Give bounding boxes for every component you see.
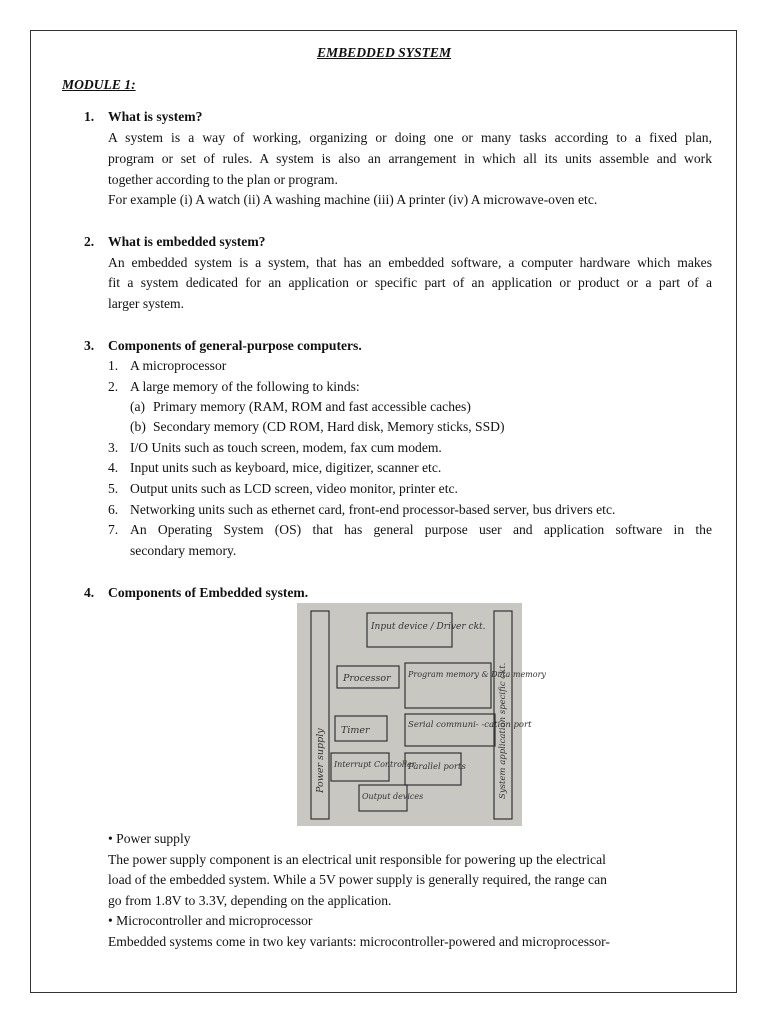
q2-line-2: fit a system dedicated for an application or specific part of an application or product or a part of a	[108, 275, 712, 290]
document-title: EMBEDDED SYSTEM	[316, 45, 452, 60]
processor-label: Processor	[343, 673, 391, 684]
q3-item-text: A large memory of the following to kinds:	[130, 379, 360, 394]
q3-item-7-continued: secondary memory.	[130, 543, 237, 558]
q1-heading: What is system?	[108, 109, 203, 124]
q1-example: For example (i) A watch (ii) A washing machine (iii) A printer (iv) A microwave-oven etc.	[108, 192, 598, 207]
q3-item-num: 4.	[108, 460, 119, 475]
q2-line-1: An embedded system is a system, that has an embedded software, a computer hardware which makes	[108, 255, 712, 270]
q3-number: 3.	[84, 338, 95, 353]
embedded-system-diagram	[297, 603, 546, 826]
q3-item-num: 5.	[108, 481, 119, 496]
q3-item-text: Input units such as keyboard, mice, digitizer, scanner etc.	[130, 460, 442, 475]
interrupt-controller-label: Interrupt Controller	[334, 760, 416, 769]
power-supply-line-2: load of the embedded system. While a 5V power supply is generally required, the range can	[108, 872, 607, 887]
power-supply-line-1: The power supply component is an electrical unit responsible for powering up the electrical	[108, 852, 606, 867]
q3-item-num: 2.	[108, 379, 119, 394]
parallel-ports-label: Parallel ports	[408, 762, 466, 772]
q3-item-num: 1.	[108, 358, 119, 373]
q3-item-text: I/O Units such as touch screen, modem, fax cum modem.	[130, 440, 442, 455]
q3-subitem-num: (a)	[130, 399, 146, 414]
q3-subitem-num: (b)	[130, 419, 146, 434]
diagram-sketch	[297, 603, 546, 826]
q4-number: 4.	[84, 585, 95, 600]
microcontroller-line-1: Embedded systems come in two key variants: microcontroller-powered and microprocessor-	[108, 934, 610, 949]
q3-item-text: Networking units such as ethernet card, front-end processor-based server, bus drivers etc.	[130, 502, 616, 517]
q3-item-num: 6.	[108, 502, 119, 517]
bullet-power-supply: • Power supply	[108, 831, 191, 846]
q1-line-3: together according to the plan or program.	[108, 172, 338, 187]
serial-port-box	[405, 714, 495, 746]
serial-port-label: Serial communi- -cation port	[408, 720, 532, 730]
q3-subitem-text: Secondary memory (CD ROM, Hard disk, Memory sticks, SSD)	[153, 419, 505, 434]
q3-item-text: Output units such as LCD screen, video monitor, printer etc.	[130, 481, 458, 496]
input-device-label: Input device / Driver ckt.	[371, 622, 486, 632]
power-supply-line-3: go from 1.8V to 3.3V, depending on the application.	[108, 893, 392, 908]
power-supply-label: Power supply	[315, 728, 326, 793]
q2-line-3: larger system.	[108, 296, 185, 311]
q1-number: 1.	[84, 109, 95, 124]
app-circuit-label: System application specific ckt.	[498, 662, 508, 799]
q3-item-num: 7.	[108, 522, 119, 537]
program-memory-label: Program memory & Data memory	[408, 670, 546, 679]
module-heading: MODULE 1:	[62, 77, 136, 92]
q1-line-1: A system is a way of working, organizing or doing one or many tasks according to a fixed plan,	[108, 130, 712, 145]
timer-label: Timer	[341, 725, 370, 736]
q3-item-text: A microprocessor	[130, 358, 227, 373]
output-devices-label: Output devices	[362, 792, 424, 801]
q3-heading: Components of general-purpose computers.	[108, 338, 362, 353]
q2-heading: What is embedded system?	[108, 234, 266, 249]
q3-item-text: An Operating System (OS) that has general purpose user and application software in the	[130, 522, 712, 537]
q3-item-num: 3.	[108, 440, 119, 455]
q1-line-2: program or set of rules. A system is also an arrangement in which all its units assemble and work	[108, 151, 712, 166]
bullet-microcontroller: • Microcontroller and microprocessor	[108, 913, 313, 928]
q4-heading: Components of Embedded system.	[108, 585, 309, 600]
q2-number: 2.	[84, 234, 95, 249]
q3-subitem-text: Primary memory (RAM, ROM and fast accessible caches)	[153, 399, 471, 414]
